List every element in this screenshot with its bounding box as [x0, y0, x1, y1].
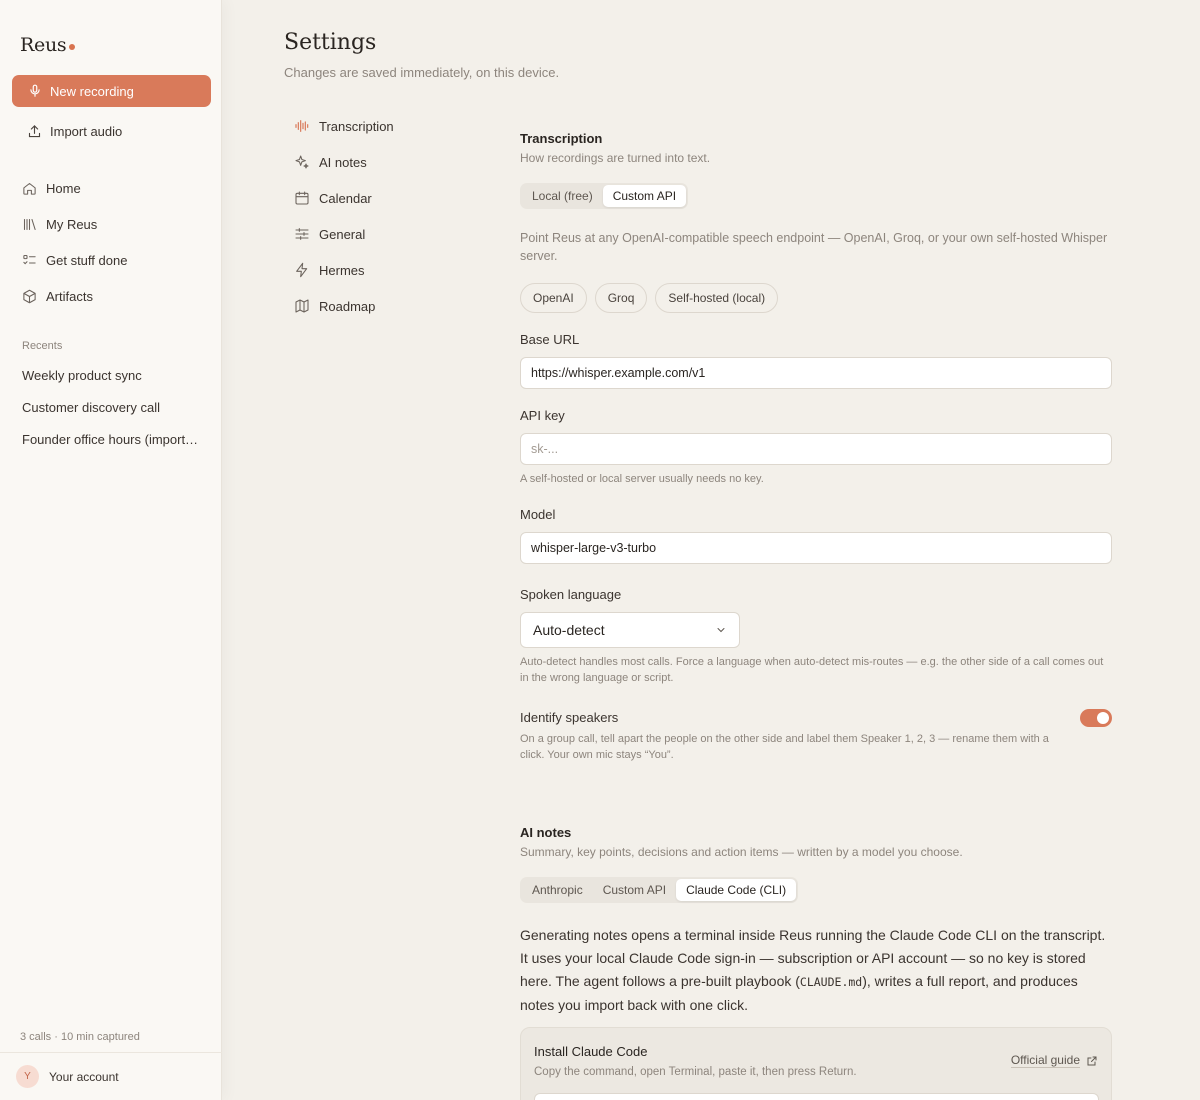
settings-nav-label: General — [319, 226, 366, 242]
provider-presets — [520, 283, 778, 313]
settings-nav-calendar[interactable] — [286, 182, 486, 214]
mode-claude-code-option[interactable]: Claude Code (CLI) — [676, 879, 796, 901]
settings-nav-ai-notes[interactable] — [286, 146, 486, 178]
nav-item-label: Artifacts — [46, 288, 93, 304]
api-key-input[interactable] — [520, 433, 1112, 465]
nav-item-get-stuff-done[interactable] — [12, 244, 211, 276]
bolt-icon — [294, 262, 310, 278]
app-logo[interactable] — [20, 34, 75, 56]
settings-nav-label: Transcription — [319, 118, 394, 134]
base-url-input[interactable] — [520, 357, 1112, 389]
app-name: Reus — [20, 34, 67, 56]
ai-notes-mode-segmented — [520, 877, 798, 903]
language-hint: Auto-detect handles most calls. Force a language when auto-detect mis-routes — e.g. the other side of a call comes out in the wrong language or script. — [520, 656, 1104, 684]
transcription-mode-segmented — [520, 183, 688, 209]
identify-speakers-label: Identify speakers — [520, 710, 619, 725]
nav-item-label: Home — [46, 180, 81, 196]
ai-notes-description-text-end: ), writes a full report, and produces notes you import back with one click. — [520, 973, 1078, 1013]
mode-custom-api-option[interactable]: Custom API — [603, 185, 686, 207]
ai-notes-description-text: Generating notes opens a terminal inside Reus running the Claude Code CLI on the transcript. It uses your local Claude Code sign-in — subscription or API account — so no key is stored here. The agent follows a pre-built playbook ( — [520, 927, 1106, 989]
settings-nav-hermes[interactable] — [286, 254, 486, 286]
account-label: Your account — [49, 1069, 119, 1084]
api-key-hint: A self-hosted or local server usually needs no key. — [520, 473, 764, 485]
transcription-description: Point Reus at any OpenAI-compatible speech endpoint — OpenAI, Groq, or your own self-hosted Whisper server. — [520, 231, 1108, 263]
sidebar — [0, 0, 222, 1100]
ai-notes-title: AI notes — [520, 825, 572, 840]
mode-custom-api-option[interactable]: Custom API — [602, 883, 667, 897]
map-icon — [294, 298, 310, 314]
settings-nav-label: Hermes — [319, 262, 365, 278]
mode-local-option[interactable]: Local (free) — [532, 189, 593, 203]
chevron-down-icon — [715, 624, 727, 636]
official-guide-link[interactable] — [1011, 1053, 1098, 1068]
install-command-box[interactable] — [534, 1093, 1099, 1100]
install-subtitle: Copy the command, open Terminal, paste it, then press Return. — [534, 1066, 857, 1078]
install-title: Install Claude Code — [534, 1044, 648, 1059]
settings-nav-label: Calendar — [319, 190, 372, 206]
nav-item-label: Get stuff done — [46, 252, 128, 268]
library-icon — [22, 217, 37, 232]
preset-groq-chip[interactable]: Groq — [595, 283, 648, 313]
official-guide-label: Official guide — [1010, 1053, 1080, 1067]
language-select[interactable] — [520, 612, 740, 648]
account-button[interactable] — [0, 1052, 222, 1100]
settings-nav-transcription[interactable] — [286, 110, 486, 142]
settings-nav-roadmap[interactable] — [286, 290, 486, 322]
waveform-icon — [294, 118, 310, 134]
identify-speakers-toggle[interactable] — [1080, 709, 1112, 727]
language-select-value: Auto-detect — [533, 622, 605, 638]
settings-nav-label: AI notes — [319, 154, 367, 170]
capture-stats: 3 calls · 10 min captured — [20, 1031, 140, 1043]
upload-icon — [27, 124, 42, 139]
new-recording-button[interactable] — [12, 75, 211, 107]
recent-item[interactable]: Founder office hours (import… — [22, 432, 199, 447]
recent-item[interactable]: Customer discovery call — [22, 400, 160, 415]
sparkle-icon — [294, 154, 310, 170]
page-title: Settings — [284, 30, 377, 55]
api-key-label: API key — [520, 408, 565, 423]
import-audio-label: Import audio — [50, 123, 123, 139]
settings-nav-label: Roadmap — [319, 298, 376, 314]
page-subtitle: Changes are saved immediately, on this device. — [284, 65, 560, 80]
preset-self-hosted-chip[interactable]: Self-hosted (local) — [655, 283, 778, 313]
preset-openai-chip[interactable]: OpenAI — [520, 283, 587, 313]
nav-item-label: My Reus — [46, 216, 98, 232]
sliders-icon — [294, 226, 310, 242]
transcription-title: Transcription — [520, 131, 603, 146]
language-label: Spoken language — [520, 587, 622, 602]
calendar-icon — [294, 190, 310, 206]
base-url-label: Base URL — [520, 332, 580, 347]
avatar: Y — [16, 1065, 39, 1088]
recent-item[interactable]: Weekly product sync — [22, 368, 142, 383]
identify-speakers-hint: On a group call, tell apart the people on the other side and label them Speaker 1, 2, 3 — rename them with a click. Your own mic stays “You”. — [520, 733, 1049, 761]
nav-item-artifacts[interactable] — [12, 280, 211, 312]
recents-list — [22, 366, 202, 462]
nav-item-home[interactable] — [12, 172, 211, 204]
model-input[interactable] — [520, 532, 1112, 564]
ai-notes-subtitle: Summary, key points, decisions and action items — written by a model you choose. — [520, 845, 963, 859]
nav-item-my-reus[interactable] — [12, 208, 211, 240]
home-icon — [22, 181, 37, 196]
settings-nav-general[interactable] — [286, 218, 486, 250]
microphone-icon — [28, 84, 42, 98]
recents-heading: Recents — [22, 340, 63, 352]
install-claude-code-card — [520, 1027, 1112, 1100]
toggle-knob — [1097, 712, 1109, 724]
new-recording-label: New recording — [50, 83, 134, 99]
external-link-icon — [1086, 1055, 1098, 1067]
ai-notes-description — [520, 924, 1112, 1017]
checklist-icon — [22, 253, 37, 268]
settings-nav — [286, 110, 486, 326]
model-label: Model — [520, 507, 556, 522]
import-audio-button[interactable] — [12, 115, 211, 147]
transcription-subtitle: How recordings are turned into text. — [520, 151, 711, 165]
main-nav — [12, 172, 211, 316]
playbook-filename: CLAUDE.md — [799, 975, 863, 989]
brand-dot-icon — [69, 44, 75, 50]
box-icon — [22, 289, 37, 304]
mode-anthropic-option[interactable]: Anthropic — [532, 883, 583, 897]
